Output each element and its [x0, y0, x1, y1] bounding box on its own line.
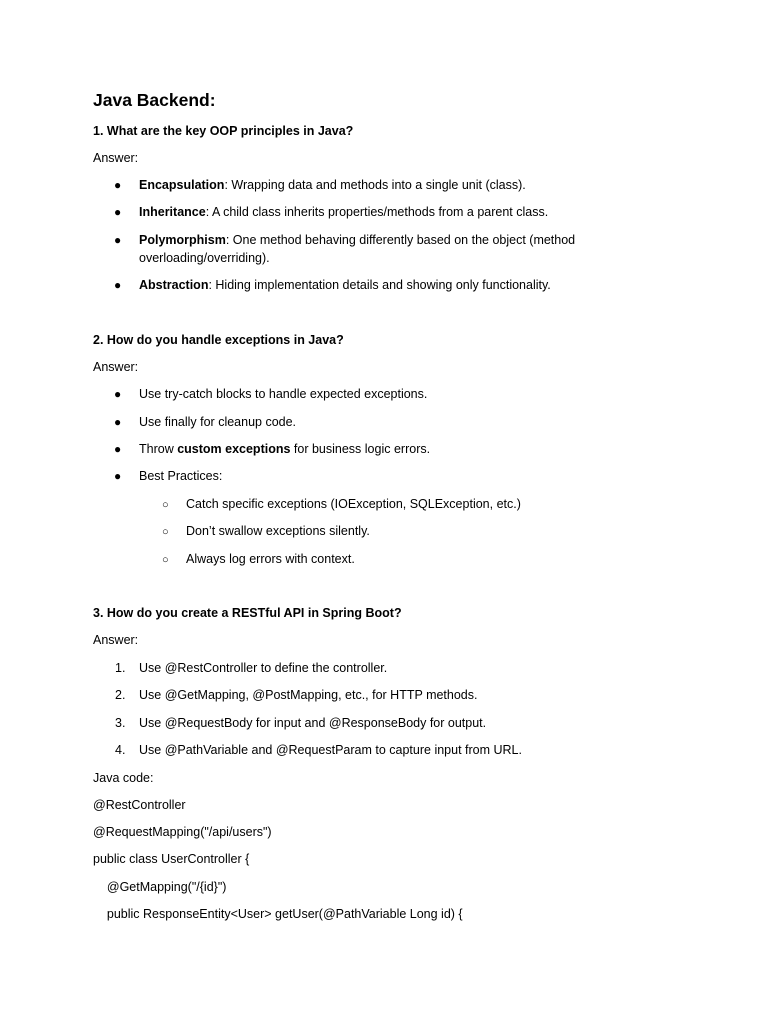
item-number: 2.	[115, 688, 126, 702]
sub-list-item: ○ Don’t swallow exceptions silently.	[162, 524, 370, 538]
code-line: public ResponseEntity<User> getUser(@PathVariable Long id) {	[93, 907, 463, 921]
item-number: 4.	[115, 743, 126, 757]
list-item: ● Use try-catch blocks to handle expected exceptions.	[114, 387, 428, 401]
code-line: @RestController	[93, 798, 186, 812]
circle-bullet-icon: ○	[162, 526, 169, 538]
list-item: ● Throw custom exceptions for business logic errors.	[114, 442, 431, 456]
code-label: Java code:	[93, 771, 154, 785]
definition: : A child class inherits properties/methods from a parent class.	[205, 205, 549, 219]
term: Inheritance	[139, 205, 206, 219]
item-number: 3.	[115, 716, 126, 730]
item-number: 1.	[115, 661, 126, 675]
question-2: 2. How do you handle exceptions in Java?	[93, 333, 344, 347]
bullet-icon: ●	[114, 178, 122, 192]
code-line: @GetMapping("/{id}")	[93, 880, 227, 894]
bullet-icon: ●	[114, 278, 122, 292]
code-line: public class UserController {	[93, 852, 250, 866]
sub-list-item: ○ Catch specific exceptions (IOException, SQLException, etc.)	[162, 497, 521, 511]
list-item: ● Best Practices:	[114, 469, 223, 483]
sub-list-item: ○ Always log errors with context.	[162, 552, 355, 566]
answer-label-3: Answer:	[93, 633, 139, 647]
question-1: 1. What are the key OOP principles in Java?	[93, 124, 354, 138]
page-title: Java Backend:	[93, 90, 216, 110]
answer-label-2: Answer:	[93, 360, 139, 374]
code-line: @RequestMapping("/api/users")	[93, 825, 272, 839]
bullet-icon: ●	[114, 442, 122, 456]
list-item	[114, 176, 659, 194]
bullet-icon: ●	[114, 469, 122, 483]
list-item	[114, 231, 609, 267]
numbered-item: 1. Use @RestController to define the controller.	[115, 661, 388, 675]
term: Polymorphism	[139, 233, 226, 247]
definition: : Hiding implementation details and showing only functionality.	[208, 278, 551, 292]
list-item	[114, 276, 659, 294]
bullet-icon: ●	[114, 205, 122, 219]
term: Abstraction	[139, 278, 209, 292]
circle-bullet-icon: ○	[162, 499, 169, 511]
list-item: ● Use finally for cleanup code.	[114, 415, 297, 429]
question-3: 3. How do you create a RESTful API in Spring Boot?	[93, 606, 402, 620]
list-item	[114, 203, 659, 221]
numbered-item: 4. Use @PathVariable and @RequestParam to capture input from URL.	[115, 743, 522, 757]
definition: : Wrapping data and methods into a single unit (class).	[224, 178, 526, 192]
term: Encapsulation	[139, 178, 225, 192]
bullet-icon: ●	[114, 387, 122, 401]
definition: : One method behaving differently based on the object (method overloading/overriding).	[139, 233, 576, 265]
numbered-item: 2. Use @GetMapping, @PostMapping, etc., for HTTP methods.	[115, 688, 478, 702]
bullet-icon: ●	[114, 233, 122, 247]
numbered-item: 3. Use @RequestBody for input and @ResponseBody for output.	[115, 716, 487, 730]
circle-bullet-icon: ○	[162, 554, 169, 566]
answer-label-1: Answer:	[93, 151, 139, 165]
bullet-icon: ●	[114, 415, 122, 429]
